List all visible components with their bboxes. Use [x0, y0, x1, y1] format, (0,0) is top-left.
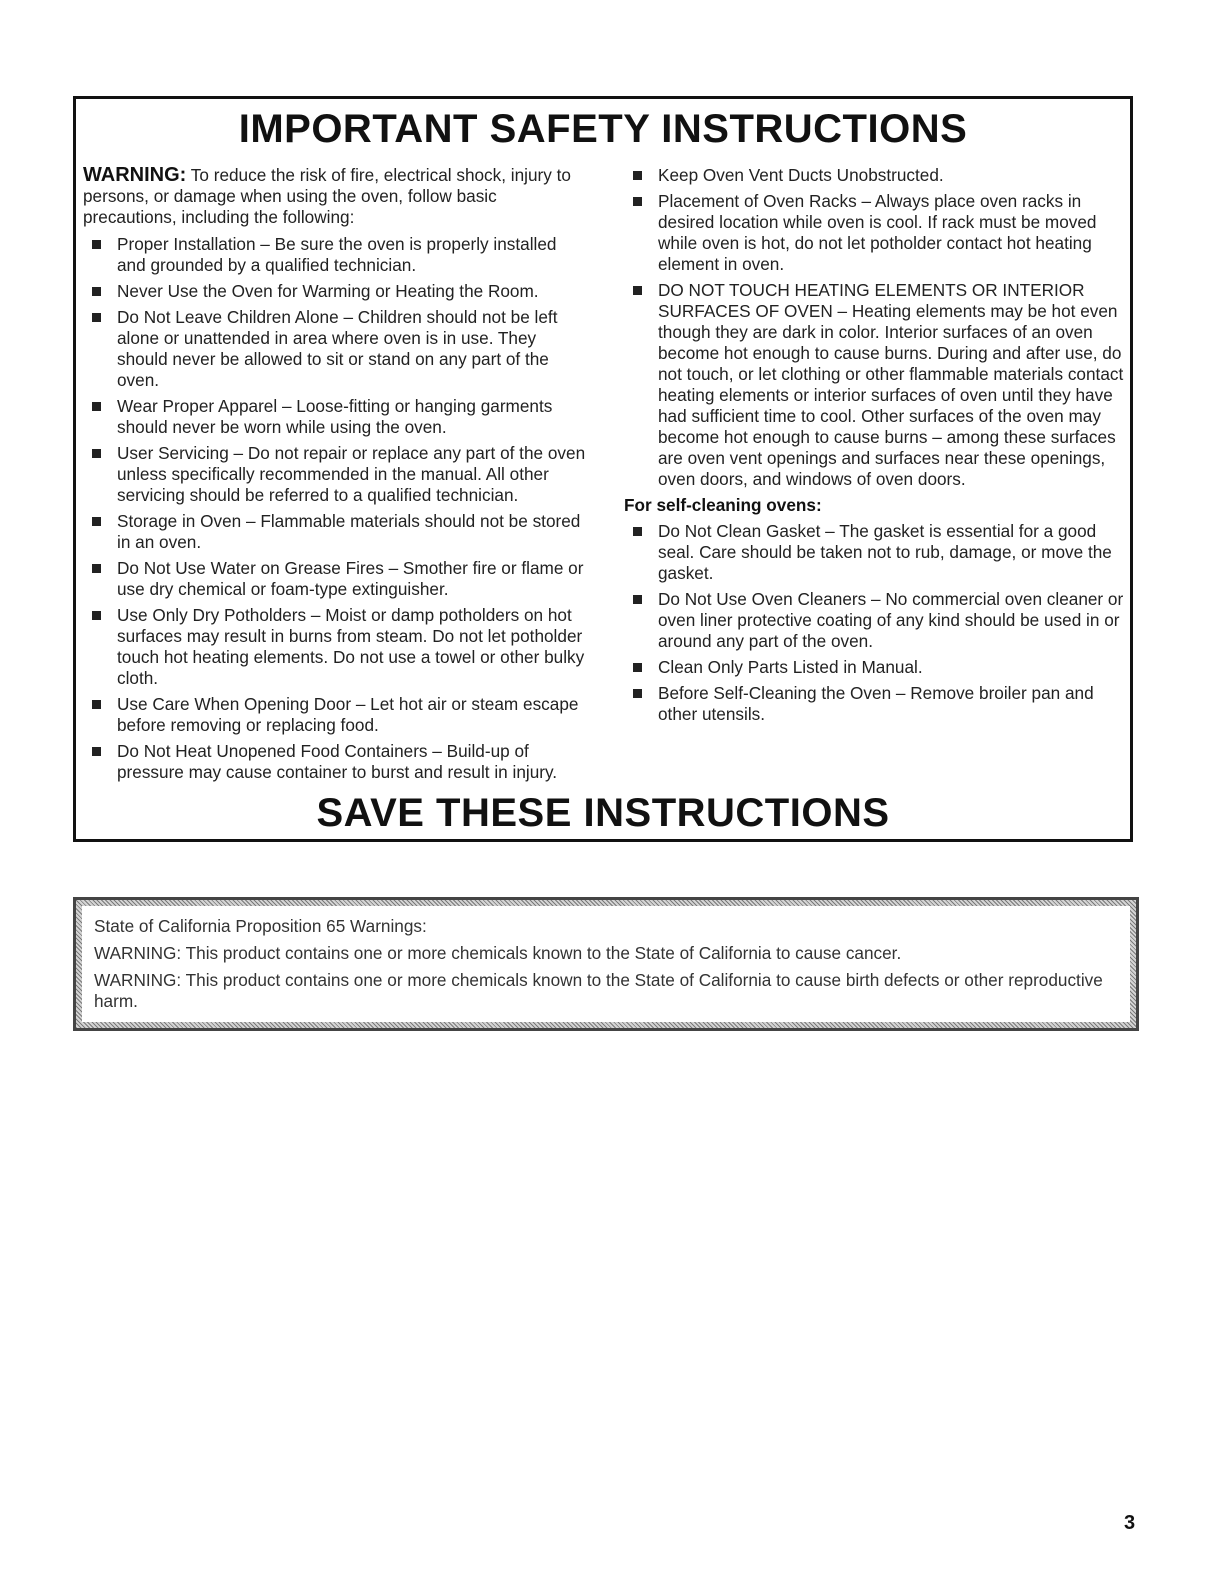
- list-item: [83, 443, 588, 506]
- list-item: [624, 165, 1124, 186]
- square-bullet-icon: [92, 564, 101, 573]
- warning-label: WARNING:: [83, 164, 187, 186]
- list-item-text: Do Not Clean Gasket – The gasket is essential for a good seal. Care should be taken not to rub, damage, or move the gasket.: [658, 521, 1112, 583]
- self-cleaning-bullet-list: [624, 521, 1124, 725]
- square-bullet-icon: [633, 286, 642, 295]
- left-bullet-list: [83, 234, 588, 783]
- list-item: [83, 558, 588, 600]
- square-bullet-icon: [92, 517, 101, 526]
- square-bullet-icon: [633, 197, 642, 206]
- list-item-text: Clean Only Parts Listed in Manual.: [658, 657, 923, 677]
- list-item: [83, 281, 588, 302]
- list-item-text: Wear Proper Apparel – Loose-fitting or hanging garments should never be worn while using the oven.: [117, 396, 553, 437]
- list-item-text: User Servicing – Do not repair or replace any part of the oven unless specifically recommended in the manual. All other servicing should be referred to a qualified technician.: [117, 443, 586, 505]
- list-item: [83, 396, 588, 438]
- list-item-text: DO NOT TOUCH HEATING ELEMENTS OR INTERIOR SURFACES OF OVEN – Heating elements may be hot even though they are dark in color. Interior surfaces of an oven become hot enough to cause burns. During and after use, do not touch, or let clothing or other flammable materials contact heating elements or interior surfaces of oven until they have had sufficient time to cool. Other surfaces of the oven may become hot enough to cause burns – among these surfaces are oven vent openings and surfaces near these openings, oven doors, and windows of oven doors.: [658, 280, 1124, 489]
- right-column: [624, 165, 1124, 730]
- list-item: [83, 234, 588, 276]
- list-item-text: Use Only Dry Potholders – Moist or damp potholders on hot surfaces may result in burns from steam. Do not let potholder touch hot heating elements. Do not use a towel or other bulky cloth.: [117, 605, 585, 688]
- square-bullet-icon: [633, 171, 642, 180]
- list-item-text: Storage in Oven – Flammable materials should not be stored in an oven.: [117, 511, 581, 552]
- square-bullet-icon: [92, 402, 101, 411]
- square-bullet-icon: [92, 240, 101, 249]
- prop65-text: [94, 916, 1110, 1018]
- square-bullet-icon: [633, 595, 642, 604]
- list-item-text: Do Not Heat Unopened Food Containers – Build-up of pressure may cause container to burst and result in injury.: [117, 741, 558, 782]
- right-bullet-list: [624, 165, 1124, 490]
- list-item-text: Never Use the Oven for Warming or Heating the Room.: [117, 281, 539, 301]
- page-number: 3: [1124, 1512, 1136, 1534]
- warning-intro: [83, 165, 588, 228]
- square-bullet-icon: [633, 527, 642, 536]
- square-bullet-icon: [92, 747, 101, 756]
- list-item-text: Use Care When Opening Door – Let hot air or steam escape before removing or replacing food.: [117, 694, 579, 735]
- prop65-heading: State of California Proposition 65 Warnings:: [94, 916, 427, 936]
- list-item: [624, 657, 1124, 678]
- prop65-cancer-warning: WARNING: This product contains one or more chemicals known to the State of California to cause cancer.: [94, 943, 902, 963]
- list-item: [624, 191, 1124, 275]
- list-item-text: Do Not Leave Children Alone – Children should not be left alone or unattended in area where oven is in use. They should never be allowed to sit or stand on any part of the oven.: [117, 307, 558, 390]
- square-bullet-icon: [92, 313, 101, 322]
- prop65-warning-box: [73, 897, 1139, 1031]
- list-item-text: Keep Oven Vent Ducts Unobstructed.: [658, 165, 944, 185]
- list-item-text: Do Not Use Water on Grease Fires – Smother fire or flame or use dry chemical or foam-type extinguisher.: [117, 558, 584, 599]
- list-item: [83, 694, 588, 736]
- self-cleaning-heading: For self-cleaning ovens:: [624, 495, 822, 515]
- list-item: [83, 307, 588, 391]
- safety-instructions-box: [73, 96, 1133, 842]
- save-instructions-title: SAVE THESE INSTRUCTIONS: [316, 791, 890, 835]
- list-item: [83, 741, 588, 783]
- square-bullet-icon: [92, 449, 101, 458]
- list-item: [624, 521, 1124, 584]
- list-item-text: Before Self-Cleaning the Oven – Remove broiler pan and other utensils.: [658, 683, 1094, 724]
- square-bullet-icon: [633, 663, 642, 672]
- prop65-birth-defects-warning: WARNING: This product contains one or more chemicals known to the State of California to cause birth defects or other reproductive harm.: [94, 970, 1103, 1011]
- list-item: [624, 589, 1124, 652]
- square-bullet-icon: [92, 700, 101, 709]
- list-item-text: Proper Installation – Be sure the oven is properly installed and grounded by a qualified technician.: [117, 234, 557, 275]
- page-title: IMPORTANT SAFETY INSTRUCTIONS: [238, 107, 968, 151]
- list-item-text: Do Not Use Oven Cleaners – No commercial oven cleaner or oven liner protective coating of any kind should be used in or around any part of the oven.: [658, 589, 1124, 651]
- prop65-inner-panel: [82, 906, 1130, 1022]
- square-bullet-icon: [92, 287, 101, 296]
- list-item: [624, 683, 1124, 725]
- left-column: [83, 165, 588, 788]
- list-item: [83, 605, 588, 689]
- list-item-text: Placement of Oven Racks – Always place oven racks in desired location while oven is cool. If rack must be moved while oven is hot, do not let potholder contact hot heating element in oven.: [658, 191, 1097, 274]
- square-bullet-icon: [92, 611, 101, 620]
- list-item: [83, 511, 588, 553]
- warning-text: To reduce the risk of fire, electrical shock, injury to persons, or damage when using the oven, follow basic precautions, including the following:: [83, 165, 571, 227]
- list-item: [624, 280, 1124, 490]
- square-bullet-icon: [633, 689, 642, 698]
